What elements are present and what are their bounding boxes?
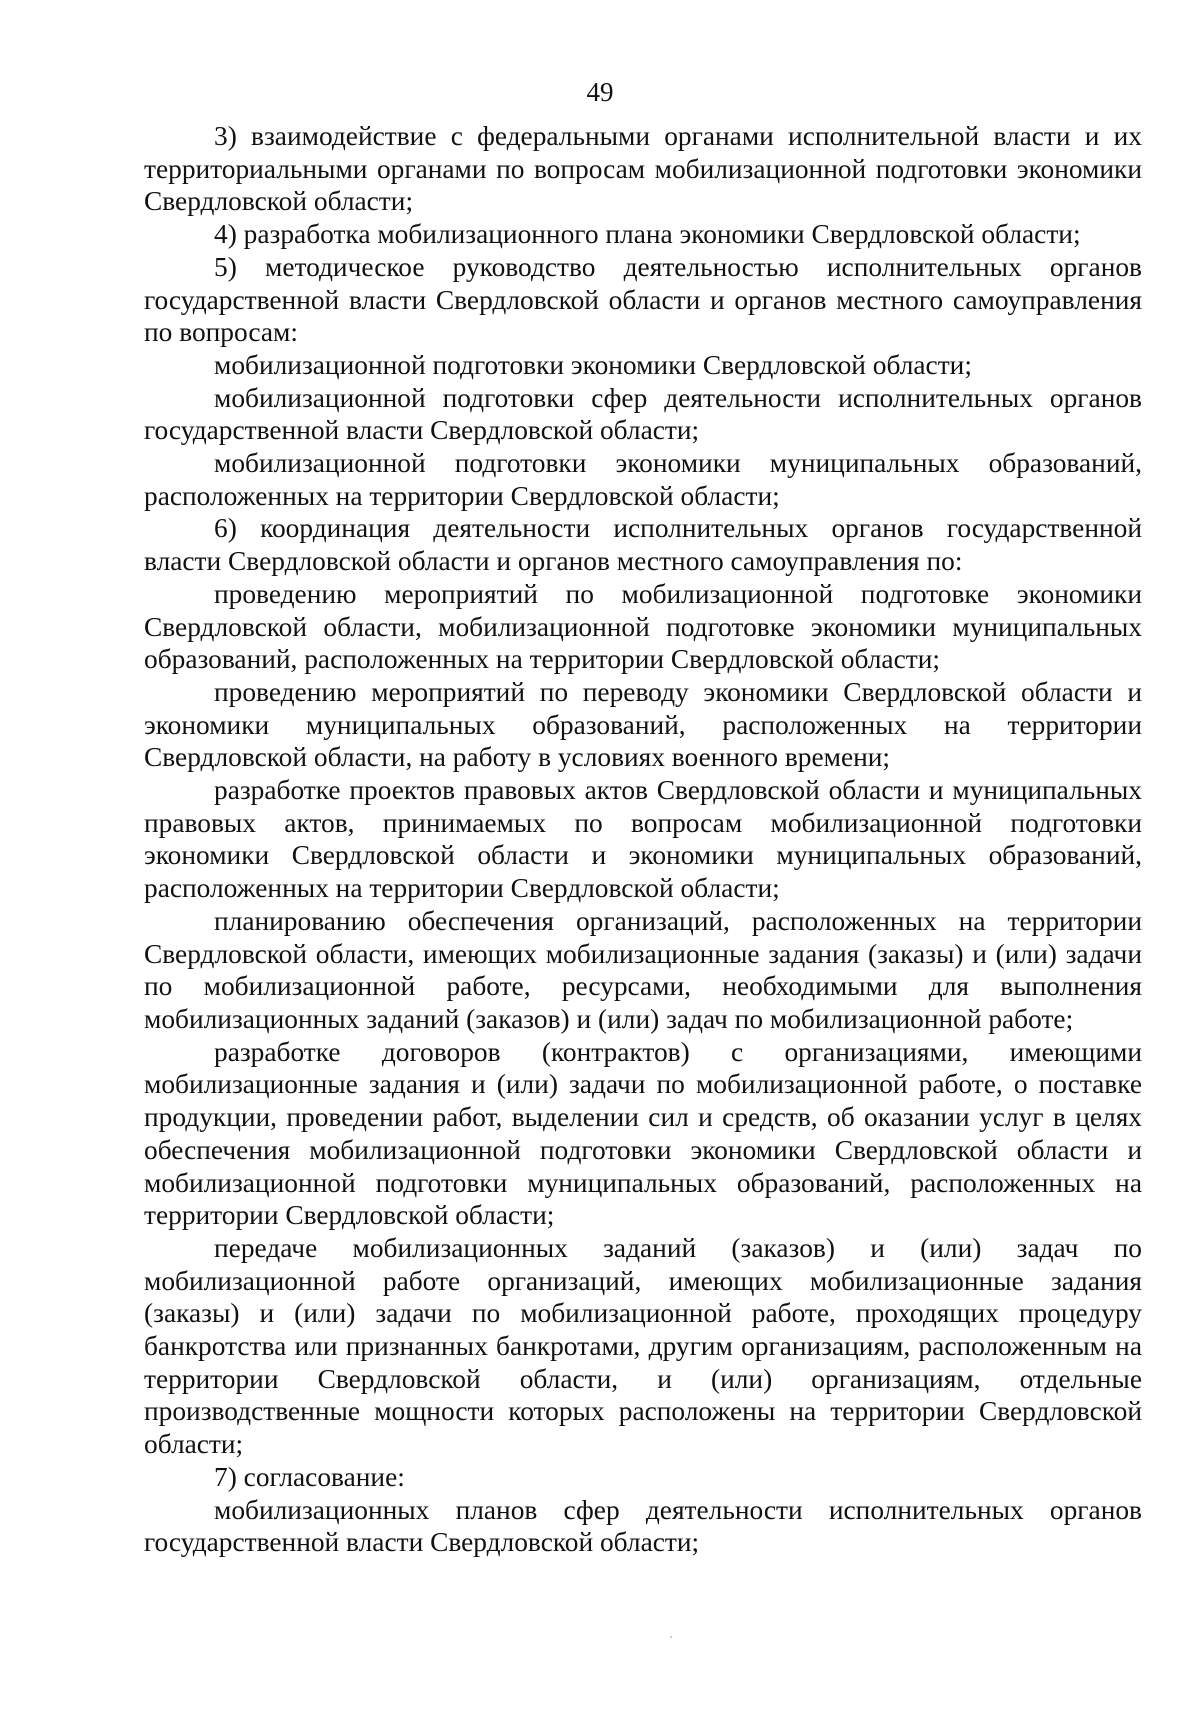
paragraph-subitem: мобилизационной подготовки сфер деятельности исполнительных органов государственной власти Свердловской области; xyxy=(144,382,1142,446)
paragraph-subitem: мобилизационной подготовки экономики Свердловской области; xyxy=(214,349,972,380)
paragraph-subitem: мобилизационной подготовки экономики муниципальных образований, расположенных на территории Свердловской области; xyxy=(144,448,1142,511)
paragraph-subitem: разработке проектов правовых актов Свердловской области и муниципальных правовых актов, принимаемых по вопросам мобилизационной подготовки экономики Свердловской области и экономики муниципальных образований, расположенных на территории Свердловской области; xyxy=(144,775,1142,904)
paragraph-subitem: передаче мобилизационных заданий (заказов) и (или) задач по мобилизационной работе организаций, имеющих мобилизационные задания (заказы) и (или) задачи по мобилизационной работе, проходящих процедуру банкротства или признанных банкротами, другим организациям, расположенным на территории Свердловской области, и (или) организациям, отдельные производственные мощности которых расположены на территории Свердловской области; xyxy=(144,1232,1142,1460)
paragraph-item-4: 4) разработка мобилизационного плана экономики Свердловской области; xyxy=(214,219,1081,250)
paragraph-subitem: разработке договоров (контрактов) с организациями, имеющими мобилизационные задания и (или) задачи по мобилизационной работе, о поставке продукции, проведении работ, выделении сил и средств, об оказании услуг в целях обеспечения мобилизационной подготовки экономики Свердловской области и мобилизационной подготовки муниципальных образований, расположенных на территории Свердловской области; xyxy=(144,1036,1142,1231)
paragraph-item-3: 3) взаимодействие с федеральными органами исполнительной власти и их территориальными органами по вопросам мобилизационной подготовки экономики Свердловской области; xyxy=(144,121,1142,217)
paragraph-subitem: проведению мероприятий по переводу экономики Свердловской области и экономики муниципальных образований, расположенных на территории Свердловской области, на работу в условиях военного времени; xyxy=(144,676,1142,773)
paragraph-subitem: проведению мероприятий по мобилизационной подготовке экономики Свердловской области, мобилизационной подготовке экономики муниципальных образований, расположенных на территории Свердловской области; xyxy=(144,578,1142,675)
paragraph-item-7: 7) согласование: xyxy=(214,1461,405,1492)
document-body xyxy=(144,120,1142,1559)
page-number: 49 xyxy=(586,77,614,107)
paragraph-subitem: планированию обеспечения организаций, расположенных на территории Свердловской области, имеющих мобилизационные задания (заказы) и (или) задачи по мобилизационной работе, ресурсами, необходимыми для выполнения мобилизационных заданий (заказов) и (или) задач по мобилизационной работе; xyxy=(144,905,1142,1034)
paragraph-subitem: мобилизационных планов сфер деятельности исполнительных органов государственной власти Свердловской области; xyxy=(144,1494,1142,1558)
paragraph-item-6: 6) координация деятельности исполнительных органов государственной власти Свердловской области и органов местного самоуправления по: xyxy=(144,513,1142,577)
paragraph-item-5: 5) методическое руководство деятельностью исполнительных органов государственной власти Свердловской области и органов местного самоуправления по вопросам: xyxy=(144,251,1142,348)
scan-speck xyxy=(670,1636,672,1638)
